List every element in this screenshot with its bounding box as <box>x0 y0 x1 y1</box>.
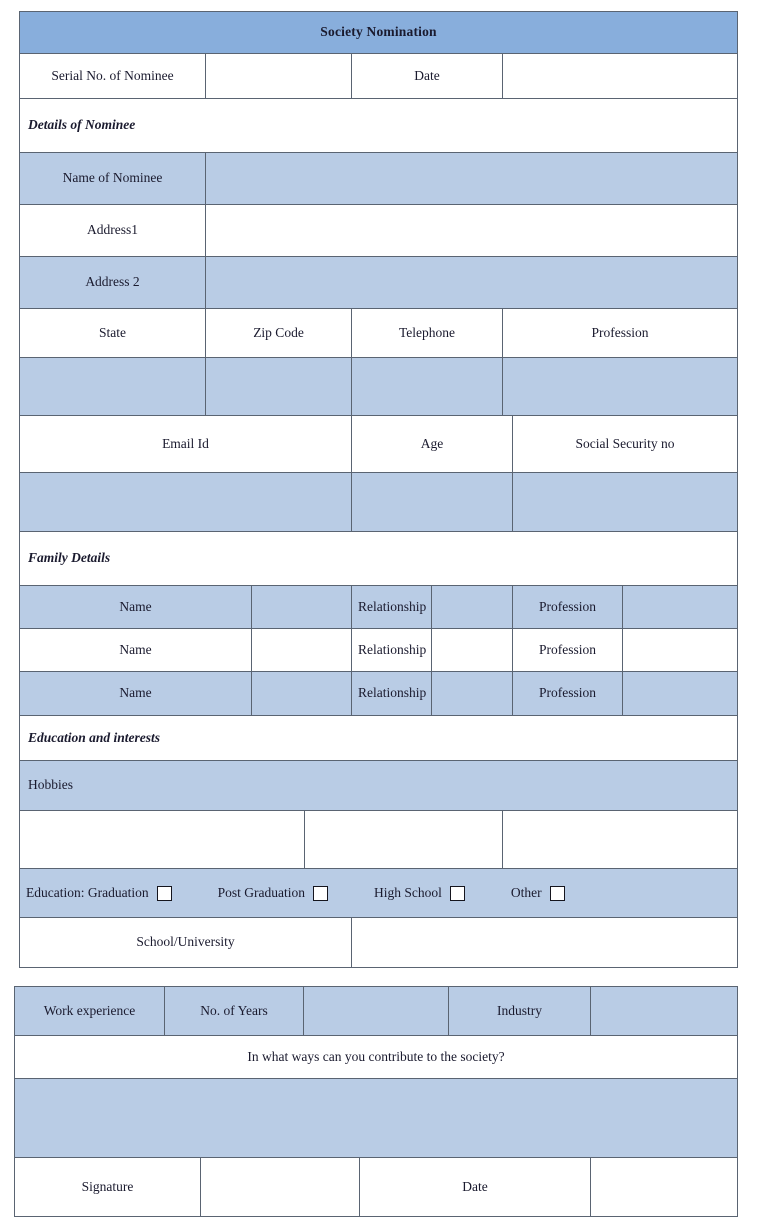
family-name-label-0: Name <box>20 586 252 629</box>
checkbox-other[interactable] <box>550 886 565 901</box>
footer-date-label: Date <box>360 1158 591 1217</box>
zip-code-input[interactable] <box>206 358 352 416</box>
family-relationship-input-1[interactable] <box>432 629 513 672</box>
page-title: Society Nomination <box>20 12 738 54</box>
date-input[interactable] <box>503 54 738 99</box>
family-profession-label-0: Profession <box>513 586 623 629</box>
hobbies-row <box>20 761 738 811</box>
email-age-ssn-input-row <box>20 473 738 532</box>
table-row <box>20 586 738 629</box>
zip-code-label: Zip Code <box>206 309 352 358</box>
age-input[interactable] <box>352 473 513 532</box>
checkbox-label-other: Other <box>510 884 542 900</box>
family-name-input-0[interactable] <box>252 586 352 629</box>
contribute-answer-input[interactable] <box>15 1079 738 1158</box>
signature-label: Signature <box>15 1158 201 1217</box>
serial-no-label: Serial No. of Nominee <box>20 54 206 99</box>
nomination-form-bottom-table <box>14 986 738 1217</box>
school-university-input[interactable] <box>352 918 738 968</box>
state-zip-phone-profession-label-row <box>20 309 738 358</box>
serial-no-input[interactable] <box>206 54 352 99</box>
hobbies-input-3[interactable] <box>503 811 738 869</box>
name-of-nominee-input[interactable] <box>206 153 738 205</box>
family-profession-input-0[interactable] <box>623 586 738 629</box>
work-experience-input[interactable] <box>304 987 449 1036</box>
hobbies-input-row <box>20 811 738 869</box>
telephone-label: Telephone <box>352 309 503 358</box>
family-profession-input-2[interactable] <box>623 672 738 716</box>
serial-date-row <box>20 54 738 99</box>
checkbox-post-graduation[interactable] <box>313 886 328 901</box>
profession-label: Profession <box>503 309 738 358</box>
address1-label: Address1 <box>20 205 206 257</box>
industry-input[interactable] <box>591 987 738 1036</box>
family-relationship-label-0: Relationship <box>352 586 432 629</box>
footer-date-input[interactable] <box>591 1158 738 1217</box>
no-of-years-label: No. of Years <box>165 987 304 1036</box>
family-profession-label-1: Profession <box>513 629 623 672</box>
telephone-input[interactable] <box>352 358 503 416</box>
education-and-interests-section-row <box>20 716 738 761</box>
name-of-nominee-row <box>20 153 738 205</box>
family-relationship-input-0[interactable] <box>432 586 513 629</box>
industry-label: Industry <box>449 987 591 1036</box>
address2-label: Address 2 <box>20 257 206 309</box>
table-row <box>20 672 738 716</box>
address2-input[interactable] <box>206 257 738 309</box>
hobbies-label: Hobbies <box>20 761 738 811</box>
family-profession-label-2: Profession <box>513 672 623 716</box>
school-university-label: School/University <box>20 918 352 968</box>
education-checkbox-row <box>20 869 738 918</box>
work-experience-row <box>15 987 738 1036</box>
family-name-input-1[interactable] <box>252 629 352 672</box>
checkbox-item-other[interactable] <box>511 885 565 902</box>
date-label: Date <box>352 54 503 99</box>
checkbox-label-graduation: Education: Graduation <box>26 884 149 900</box>
form-title-row <box>20 12 738 54</box>
signature-input[interactable] <box>201 1158 360 1217</box>
table-row <box>20 629 738 672</box>
age-label: Age <box>352 416 513 473</box>
family-name-label-2: Name <box>20 672 252 716</box>
family-relationship-label-1: Relationship <box>352 629 432 672</box>
checkbox-label-high-school: High School <box>373 884 442 900</box>
email-id-input[interactable] <box>20 473 352 532</box>
family-relationship-input-2[interactable] <box>432 672 513 716</box>
state-zip-phone-profession-input-row <box>20 358 738 416</box>
checkbox-item-post-graduation[interactable] <box>218 885 328 902</box>
work-experience-label: Work experience <box>15 987 165 1036</box>
section-header-details-of-nominee: Details of Nominee <box>20 99 738 153</box>
section-header-family-details: Family Details <box>20 532 738 586</box>
social-security-no-input[interactable] <box>513 473 738 532</box>
family-name-input-2[interactable] <box>252 672 352 716</box>
profession-input[interactable] <box>503 358 738 416</box>
checkbox-item-high-school[interactable] <box>374 885 465 902</box>
family-name-label-1: Name <box>20 629 252 672</box>
checkbox-item-graduation[interactable] <box>26 885 172 902</box>
family-profession-input-1[interactable] <box>623 629 738 672</box>
address1-input[interactable] <box>206 205 738 257</box>
signature-date-row <box>15 1158 738 1217</box>
hobbies-input-1[interactable] <box>20 811 305 869</box>
contribute-question-label: In what ways can you contribute to the society? <box>15 1036 738 1079</box>
checkbox-label-post-graduation: Post Graduation <box>217 884 305 900</box>
contribute-question-row <box>15 1036 738 1079</box>
address2-row <box>20 257 738 309</box>
social-security-no-label: Social Security no <box>513 416 738 473</box>
hobbies-input-2[interactable] <box>305 811 503 869</box>
email-id-label: Email Id <box>20 416 352 473</box>
education-checkbox-group <box>20 869 737 917</box>
email-age-ssn-label-row <box>20 416 738 473</box>
school-university-row <box>20 918 738 968</box>
family-relationship-label-2: Relationship <box>352 672 432 716</box>
name-of-nominee-label: Name of Nominee <box>20 153 206 205</box>
family-details-section-row <box>20 532 738 586</box>
checkbox-graduation[interactable] <box>157 886 172 901</box>
section-header-education-and-interests: Education and interests <box>20 716 738 761</box>
state-label: State <box>20 309 206 358</box>
nomination-form-main-table <box>19 11 738 968</box>
details-of-nominee-section-row <box>20 99 738 153</box>
checkbox-high-school[interactable] <box>450 886 465 901</box>
contribute-answer-row <box>15 1079 738 1158</box>
address1-row <box>20 205 738 257</box>
state-input[interactable] <box>20 358 206 416</box>
